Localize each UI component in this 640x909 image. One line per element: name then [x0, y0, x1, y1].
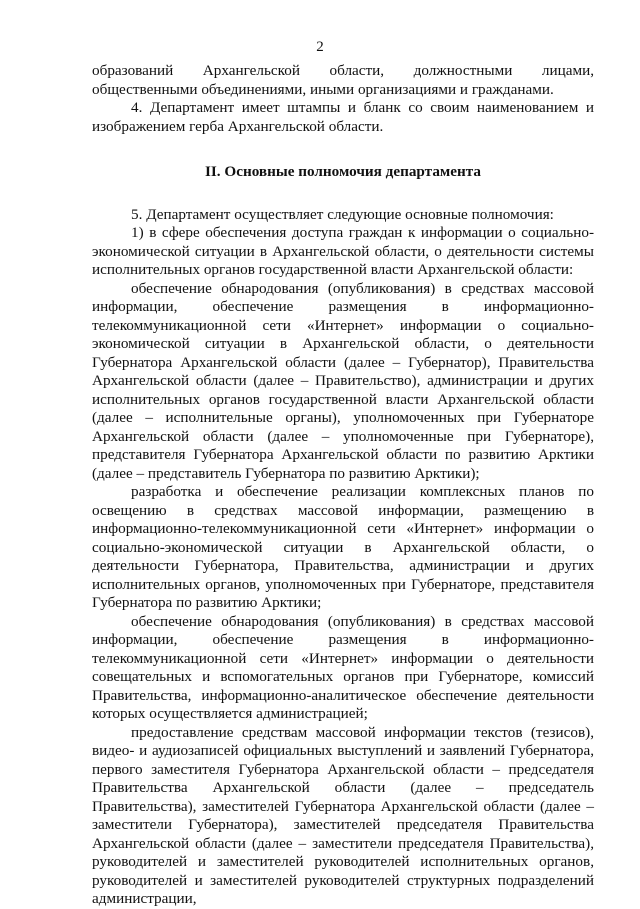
section-heading: II. Основные полномочия департамента	[204, 163, 481, 180]
paragraph-subitem-1: 1) в сфере обеспечения доступа граждан к информации о социально-экономической ситуации в Архангельской области, о деятельности системы исполнительных органов государственной власти Архангельской области:	[92, 224, 594, 278]
paragraph-planning-duty: разработка и обеспечение реализации комплексных планов по освещению в средствах массовой информации, размещению в информационно-телекоммуникационной сети «Интернет» информации о социально-экономической ситуации в Архангельской области, о деятельности Губернатора, Правительства, администрации и других исполнительных органов, уполномоченных при Губернаторе, представителя Губернатора по развитию Арктики;	[92, 483, 594, 611]
paragraph-advisory-bodies-duty: обеспечение обнародования (опубликования) в средствах массовой информации, обеспечение размещения в информационно-телекоммуникационной сети «Интернет» информации о деятельности совещательных и вспомогательных органов при Губернаторе, комиссий Правительства, информационно-аналитическое обеспечение деятельности которых осуществляется администрацией;	[92, 612, 594, 722]
paragraph-publication-duty: обеспечение обнародования (опубликования) в средствах массовой информации, обеспечение размещения в информационно-телекоммуникационной сети «Интернет» информации о социально-экономической ситуации в Архангельской области, о деятельности Губернатора Архангельской области (далее – Губернатор), Правительства Архангельской области (далее – Правительство), администрации и других исполнительных органов государственной власти Архангельской области (далее – исполнительные органы), уполномоченных при Губернаторе Архангельской области (далее – уполномоченные при Губернаторе), представителя Губернатора Архангельской области по развитию Арктики (далее – представитель Губернатора по развитию Арктики);	[92, 279, 594, 482]
document-body	[92, 62, 594, 909]
paragraph-media-materials-duty: предоставление средствам массовой информации текстов (тезисов), видео- и аудиозаписей официальных выступлений и заявлений Губернатора, первого заместителя Губернатора Архангельской области – председателя Правительства Архангельской области (далее – председатель Правительства), заместителей Губернатора Архангельской области (далее – заместители Губернатора), заместителей председателя Правительства Архангельской области (далее – заместители председателя Правительства), руководителей и заместителей руководителей исполнительных органов, руководителей и заместителей руководителей структурных подразделений администрации,	[92, 723, 594, 907]
paragraph-item-5: 5. Департамент осуществляет следующие основные полномочия:	[131, 205, 554, 223]
page-number: 2	[316, 39, 324, 55]
paragraph-continuation: образований Архангельской области, должностными лицами, общественными объединениями, иными организациями и гражданами.	[92, 62, 594, 98]
paragraph-item-4: 4. Департамент имеет штампы и бланк со своим наименованием и изображением герба Архангельской области.	[92, 99, 594, 135]
